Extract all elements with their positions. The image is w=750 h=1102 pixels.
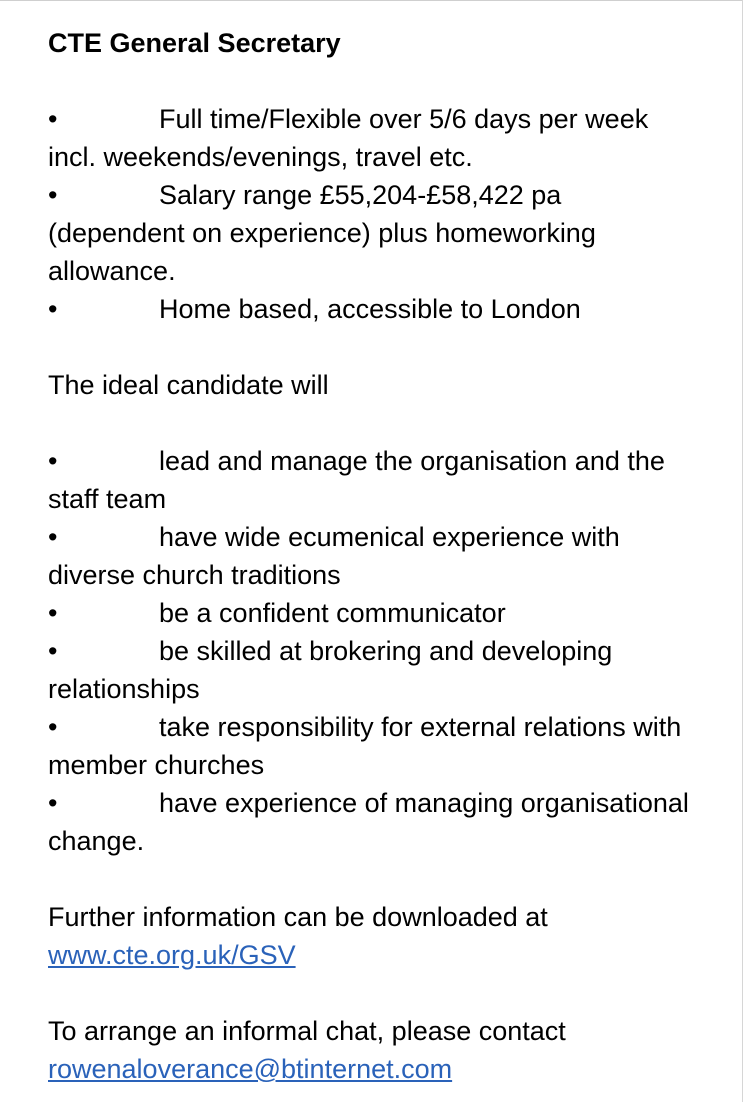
candidate-list — [48, 442, 698, 860]
bullet-icon: • — [48, 712, 58, 742]
top-border — [0, 0, 742, 1]
candidate-point: have experience of managing organisational change. — [48, 788, 689, 856]
candidate-point: take responsibility for external relations with member churches — [48, 712, 682, 780]
further-info-text: Further information can be downloaded at — [48, 902, 548, 932]
term-text: Full time/Flexible over 5/6 days per week incl. weekends/evenings, travel etc. — [48, 104, 649, 172]
candidate-intro: The ideal candidate will — [48, 370, 329, 400]
candidate-point: have wide ecumenical experience with diverse church traditions — [48, 522, 620, 590]
bullet-icon: • — [48, 522, 58, 552]
list-item — [48, 594, 698, 632]
document-body — [48, 24, 698, 1088]
bullet-icon: • — [48, 636, 58, 666]
term-text: Home based, accessible to London — [159, 294, 581, 324]
list-item — [48, 784, 698, 860]
bullet-icon: • — [48, 446, 58, 476]
bullet-icon: • — [48, 788, 58, 818]
list-item — [48, 442, 698, 518]
list-item — [48, 632, 698, 708]
candidate-point: be a confident communicator — [159, 598, 506, 628]
list-item — [48, 708, 698, 784]
bullet-icon: • — [48, 294, 58, 324]
term-text: Salary range £55,204-£58,422 pa (dependent on experience) plus homeworking allowance. — [48, 180, 596, 286]
list-item — [48, 176, 698, 290]
bullet-icon: • — [48, 598, 58, 628]
terms-list — [48, 100, 698, 328]
list-item — [48, 100, 698, 176]
bullet-icon: • — [48, 180, 58, 210]
list-item — [48, 518, 698, 594]
contact-text: To arrange an informal chat, please contact — [48, 1016, 566, 1046]
document-heading: CTE General Secretary — [48, 28, 341, 58]
further-info-link[interactable]: www.cte.org.uk/GSV — [48, 940, 296, 970]
right-border — [742, 0, 743, 1102]
list-item — [48, 290, 698, 328]
candidate-point: lead and manage the organisation and the staff team — [48, 446, 665, 514]
bullet-icon: • — [48, 104, 58, 134]
candidate-point: be skilled at brokering and developing relationships — [48, 636, 613, 704]
contact-email-link[interactable]: rowenaloverance@btinternet.com — [48, 1054, 453, 1084]
